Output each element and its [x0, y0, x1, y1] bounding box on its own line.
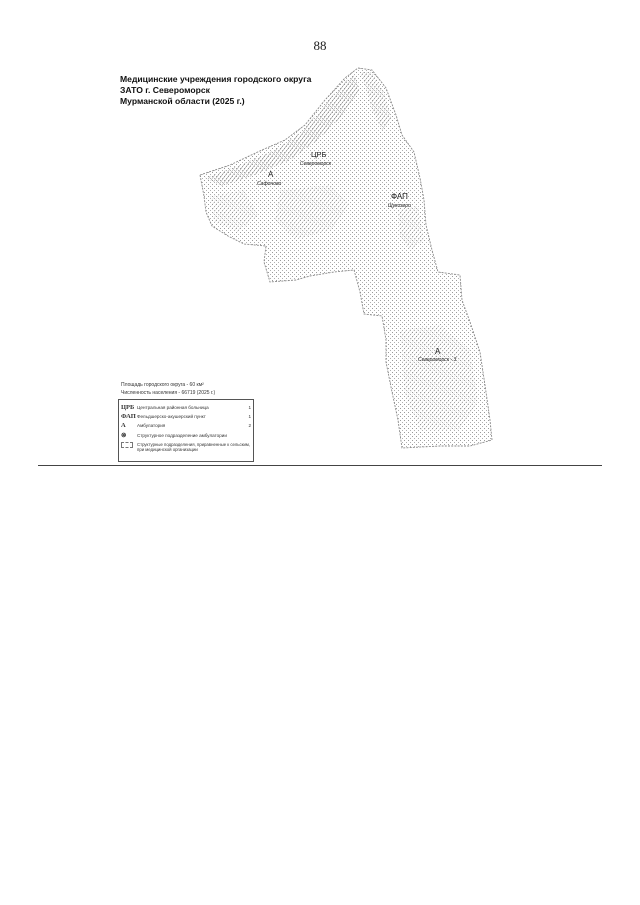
- ambulatory-place-label: Сафоново: [257, 181, 282, 187]
- map-title-line-1: Медицинские учреждения городского округа: [120, 74, 312, 84]
- legend-row-subdivision: [121, 431, 251, 439]
- legend-row-rural-units: [121, 442, 251, 452]
- facility-fap-shchukozero[interactable]: [388, 192, 411, 209]
- ambulatory-place-label: Североморск - 3: [418, 357, 457, 363]
- dashed-area-icon: [121, 442, 133, 448]
- legend-symbol: ЦРБ: [121, 404, 135, 411]
- page-number: 88: [313, 38, 327, 53]
- legend-row-ambulatory: [121, 422, 251, 429]
- legend-text: Структурные подразделения, приравненные к сельским, при медицинской организации: [137, 442, 251, 453]
- stat-area: Площадь городского округа - 60 км²: [121, 382, 204, 388]
- district-stats: [121, 381, 215, 397]
- ambulatory-icon: А: [268, 170, 274, 179]
- footer-divider: [38, 465, 602, 466]
- crb-place-label: Североморск: [300, 161, 332, 167]
- legend-row-fap: [121, 413, 251, 420]
- fap-symbol: ФАП: [391, 192, 408, 201]
- ambulatory-icon: А: [435, 347, 441, 356]
- legend-symbol: А: [121, 422, 126, 429]
- legend-text: Фельдшерско-акушерский пункт: [137, 414, 206, 419]
- legend-text: Центральная районная больница: [137, 405, 209, 410]
- map-title-line-3: Мурманской области (2025 г.): [120, 96, 245, 106]
- map-legend: [118, 399, 254, 462]
- crb-symbol: ЦРБ: [311, 150, 327, 159]
- fap-place-label: Щукозеро: [388, 203, 411, 209]
- legend-count: 2: [248, 423, 251, 428]
- legend-row-crb: [121, 404, 251, 411]
- stat-population: Численность населения - 66719 (2025 г.): [121, 390, 216, 396]
- legend-symbol: ФАП: [121, 413, 136, 420]
- legend-count: 1: [248, 405, 251, 410]
- legend-count: 1: [248, 414, 251, 419]
- legend-text: Структурное подразделение амбулатории: [137, 432, 227, 438]
- map-title-line-2: ЗАТО г. Североморск: [120, 85, 210, 95]
- legend-symbol: ⊗: [121, 432, 127, 439]
- legend-text: Амбулатория: [137, 423, 166, 428]
